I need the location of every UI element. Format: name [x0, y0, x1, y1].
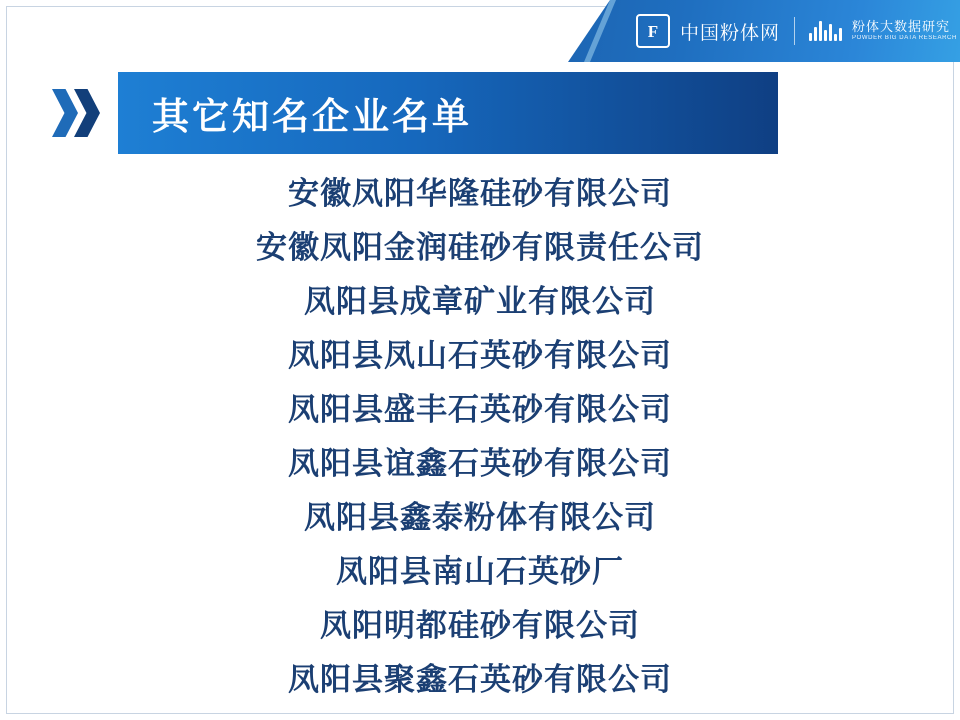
- company-list: [0, 178, 960, 718]
- list-item: 凤阳县盛丰石英砂有限公司: [288, 392, 672, 427]
- list-item: 凤阳县成章矿业有限公司: [304, 284, 656, 319]
- title-row: [48, 72, 778, 154]
- banner-content: [636, 0, 957, 62]
- subbrand-en: POWDER BIG DATA RESEARCH: [852, 35, 957, 42]
- list-item: 凤阳县聚鑫石英砂有限公司: [288, 662, 672, 697]
- list-item: 凤阳县南山石英砂厂: [336, 554, 624, 589]
- title-banner: [118, 72, 778, 154]
- banner-subbrand: [852, 20, 957, 42]
- brand-banner: [540, 0, 960, 62]
- subbrand-cn: 粉体大数据研究: [852, 19, 951, 35]
- banner-divider: [794, 17, 795, 45]
- bar-chart-icon: [809, 21, 842, 41]
- list-item: 凤阳县谊鑫石英砂有限公司: [288, 446, 672, 481]
- list-item: 安徽凤阳华隆硅砂有限公司: [288, 176, 672, 211]
- brand-logo-icon: F: [636, 14, 670, 48]
- double-chevron-icon: [48, 80, 112, 146]
- list-item: 凤阳明都硅砂有限公司: [320, 608, 640, 643]
- list-item: 安徽凤阳金润硅砂有限责任公司: [256, 230, 704, 265]
- brand-name: 中国粉体网: [680, 22, 781, 44]
- chevron-icon-1: [52, 89, 78, 137]
- list-item: 凤阳县鑫泰粉体有限公司: [304, 500, 656, 535]
- page-title: 其它知名企业名单: [152, 96, 472, 137]
- list-item: 凤阳县凤山石英砂有限公司: [288, 338, 672, 373]
